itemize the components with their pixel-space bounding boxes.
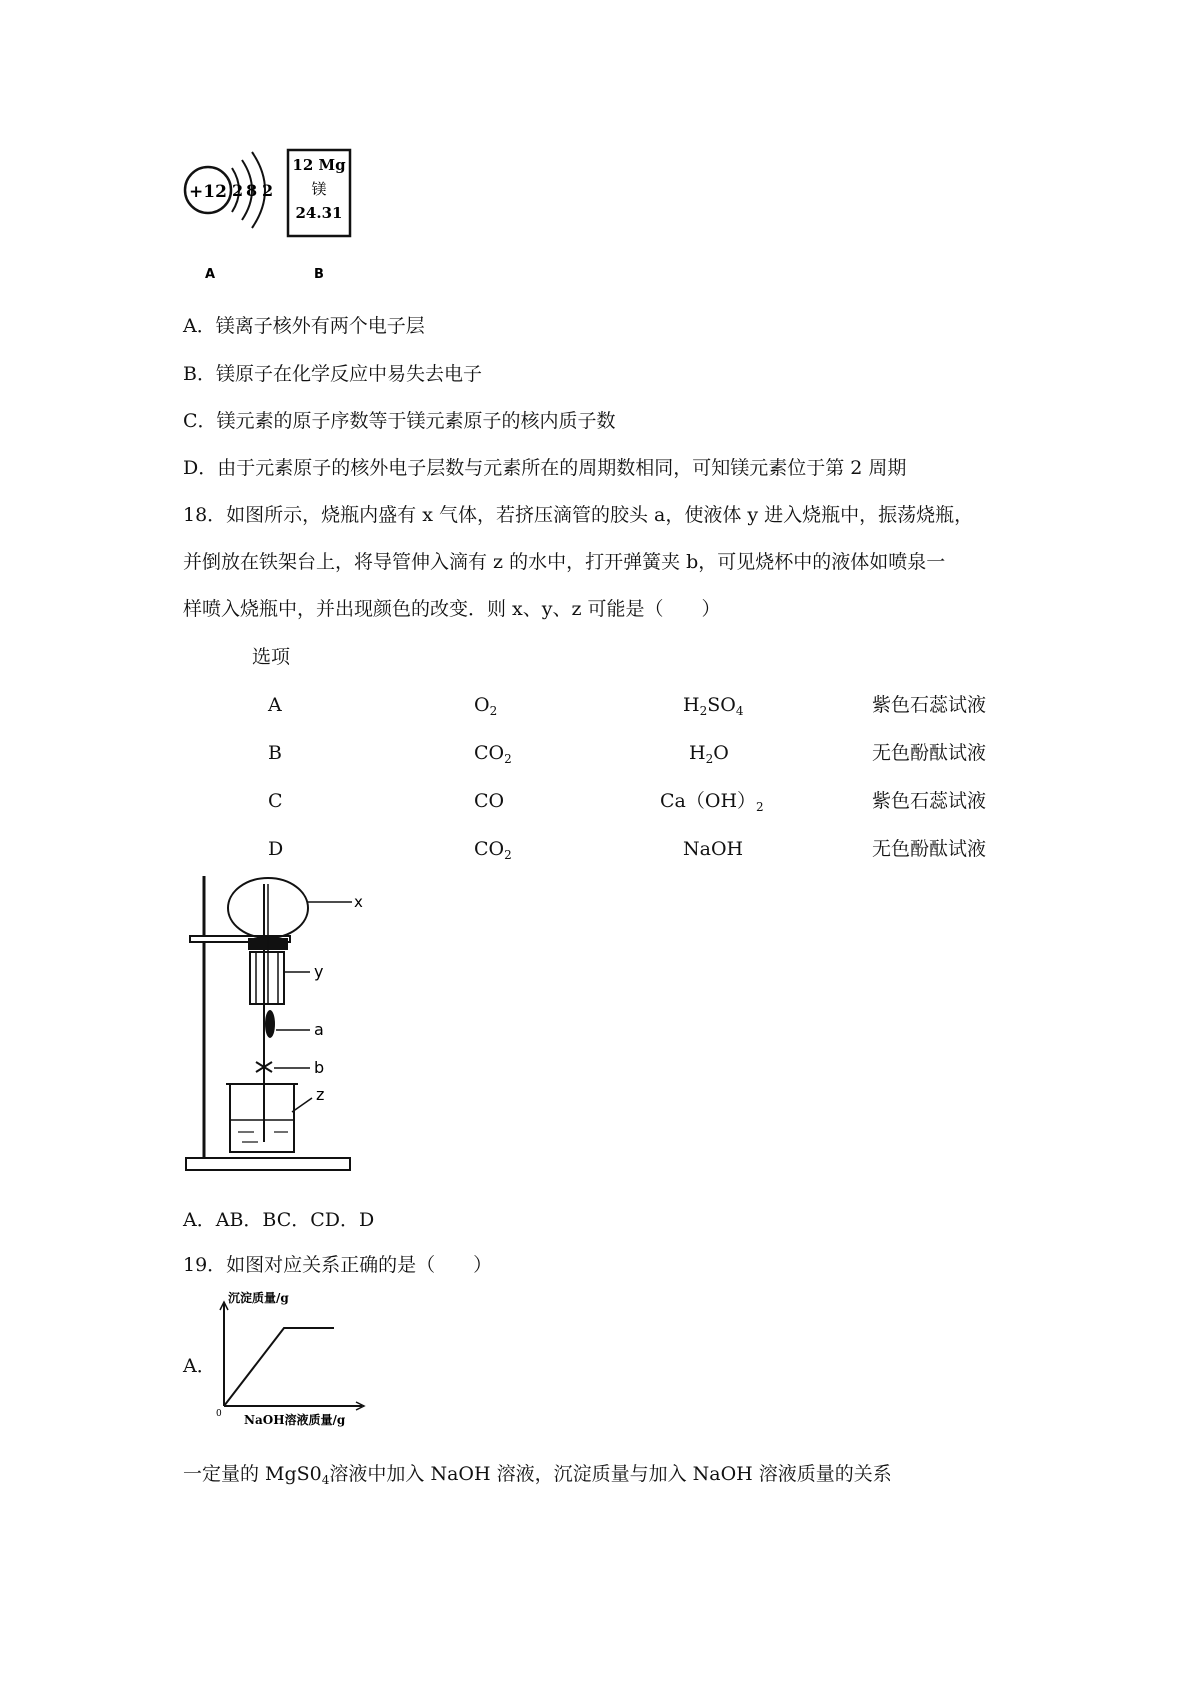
- row-a-z: 紫色石蕊试液: [872, 694, 987, 716]
- row-a-y-2: SO: [707, 694, 736, 716]
- row-b-x-sub: 2: [504, 752, 512, 766]
- row-a-x-main: O: [474, 694, 490, 716]
- graph-x-axis-label: NaOH溶液质量/g: [244, 1413, 346, 1427]
- dropper-body: [250, 952, 284, 1004]
- row-c-z: 紫色石蕊试液: [872, 790, 987, 812]
- q18-answer-options: A．AB．BC．CD．D: [183, 1209, 375, 1231]
- row-d-x-sub: 2: [504, 848, 512, 862]
- caption-a: A: [204, 267, 216, 282]
- row-b-y-2: O: [713, 742, 729, 764]
- beaker: [230, 1084, 294, 1152]
- q19-desc-pre: 一定量的 MgS0: [183, 1463, 322, 1485]
- row-a-y-1: H: [683, 694, 700, 716]
- graph-origin: 0: [216, 1409, 222, 1419]
- magnesium-figure-svg: [180, 150, 380, 280]
- q19-desc-post: 溶液中加入 NaOH 溶液，沉淀质量与加入 NaOH 溶液质量的关系: [329, 1463, 892, 1485]
- row-a-x-sub: 2: [489, 704, 498, 718]
- q19-graph-svg: [214, 1288, 374, 1428]
- q18-stem-line-1: 18．如图所示，烧瓶内盛有 x 气体，若挤压滴管的胶头 a，使液体 y 进入烧瓶中，振荡烧瓶，: [183, 504, 974, 526]
- row-b-x-main: CO: [474, 742, 505, 764]
- q17-option-d: D．由于元素原子的核外电子层数与元素所在的周期数相同，可知镁元素位于第 2 周期: [183, 457, 907, 479]
- row-c-y-1: Ca（OH）: [660, 790, 757, 812]
- table-header-options: 选项: [252, 646, 291, 668]
- q17-option-a: A．镁离子核外有两个电子层: [183, 315, 425, 337]
- row-c-y-1sub: 2: [756, 800, 764, 814]
- row-c-x: [474, 789, 504, 813]
- q17-option-b: B．镁原子在化学反应中易失去电子: [183, 363, 482, 385]
- row-b-z: 无色酚酞试液: [872, 742, 987, 764]
- row-a-y: [683, 693, 743, 717]
- row-b-y-1: H: [689, 742, 706, 764]
- shell-electrons-1: 2: [232, 181, 244, 200]
- row-b-x: [474, 741, 512, 765]
- graph-y-axis-label: 沉淀质量/g: [228, 1291, 289, 1305]
- periodic-cell-name: 镁: [311, 180, 327, 198]
- row-d-y: [683, 837, 743, 861]
- q19-desc-sub: 4: [321, 1473, 330, 1487]
- label-z: z: [316, 1085, 325, 1104]
- label-x: x: [354, 893, 363, 911]
- caption-b: B: [314, 267, 324, 282]
- row-d-x-main: CO: [474, 838, 505, 860]
- row-d-option: D: [268, 838, 284, 860]
- row-c-option: C: [268, 790, 283, 812]
- row-d-x: [474, 837, 512, 861]
- q19-stem: 19．如图对应关系正确的是（ ）: [183, 1254, 493, 1276]
- shell-electrons-2: 8: [246, 181, 258, 200]
- label-y: y: [314, 962, 324, 981]
- dropper-bulb-a: [265, 1010, 275, 1038]
- q18-stem-line-3: 样喷入烧瓶中，并出现颜色的改变．则 x、y、z 可能是（ ）: [183, 598, 721, 620]
- row-a-y-2sub: 4: [735, 704, 744, 718]
- row-c-y: [660, 789, 764, 813]
- row-a-option: A: [268, 694, 282, 716]
- magnesium-figure: [180, 150, 380, 280]
- row-d-z: 无色酚酞试液: [872, 838, 987, 860]
- row-b-y: [689, 741, 729, 765]
- stand-base: [186, 1158, 350, 1170]
- graph-curve: [224, 1328, 334, 1406]
- row-d-y-1: NaOH: [683, 838, 744, 860]
- q17-option-c: C．镁元素的原子序数等于镁元素原子的核内质子数: [183, 410, 616, 432]
- q19-graph-a: [214, 1288, 374, 1428]
- row-a-y-1sub: 2: [699, 704, 708, 718]
- periodic-cell-mass: 24.31: [295, 204, 343, 222]
- row-c-x-main: CO: [474, 790, 505, 812]
- row-b-y-1sub: 2: [705, 752, 714, 766]
- periodic-cell-number: 12 Mg: [292, 156, 346, 174]
- row-a-x: [474, 693, 497, 717]
- fountain-apparatus-svg: [182, 872, 362, 1172]
- nucleus-charge: +12: [189, 182, 227, 202]
- label-a: a: [314, 1020, 324, 1039]
- q19-option-a-label: A．: [183, 1355, 216, 1377]
- q18-stem-line-2: 并倒放在铁架台上，将导管伸入滴有 z 的水中，打开弹簧夹 b，可见烧杯中的液体如喷泉一: [183, 551, 946, 573]
- row-b-option: B: [268, 742, 282, 764]
- shell-electrons-3: 2: [262, 181, 274, 200]
- fountain-apparatus-figure: [182, 872, 362, 1172]
- label-b: b: [314, 1058, 325, 1077]
- q19-option-a-description: [183, 1462, 892, 1486]
